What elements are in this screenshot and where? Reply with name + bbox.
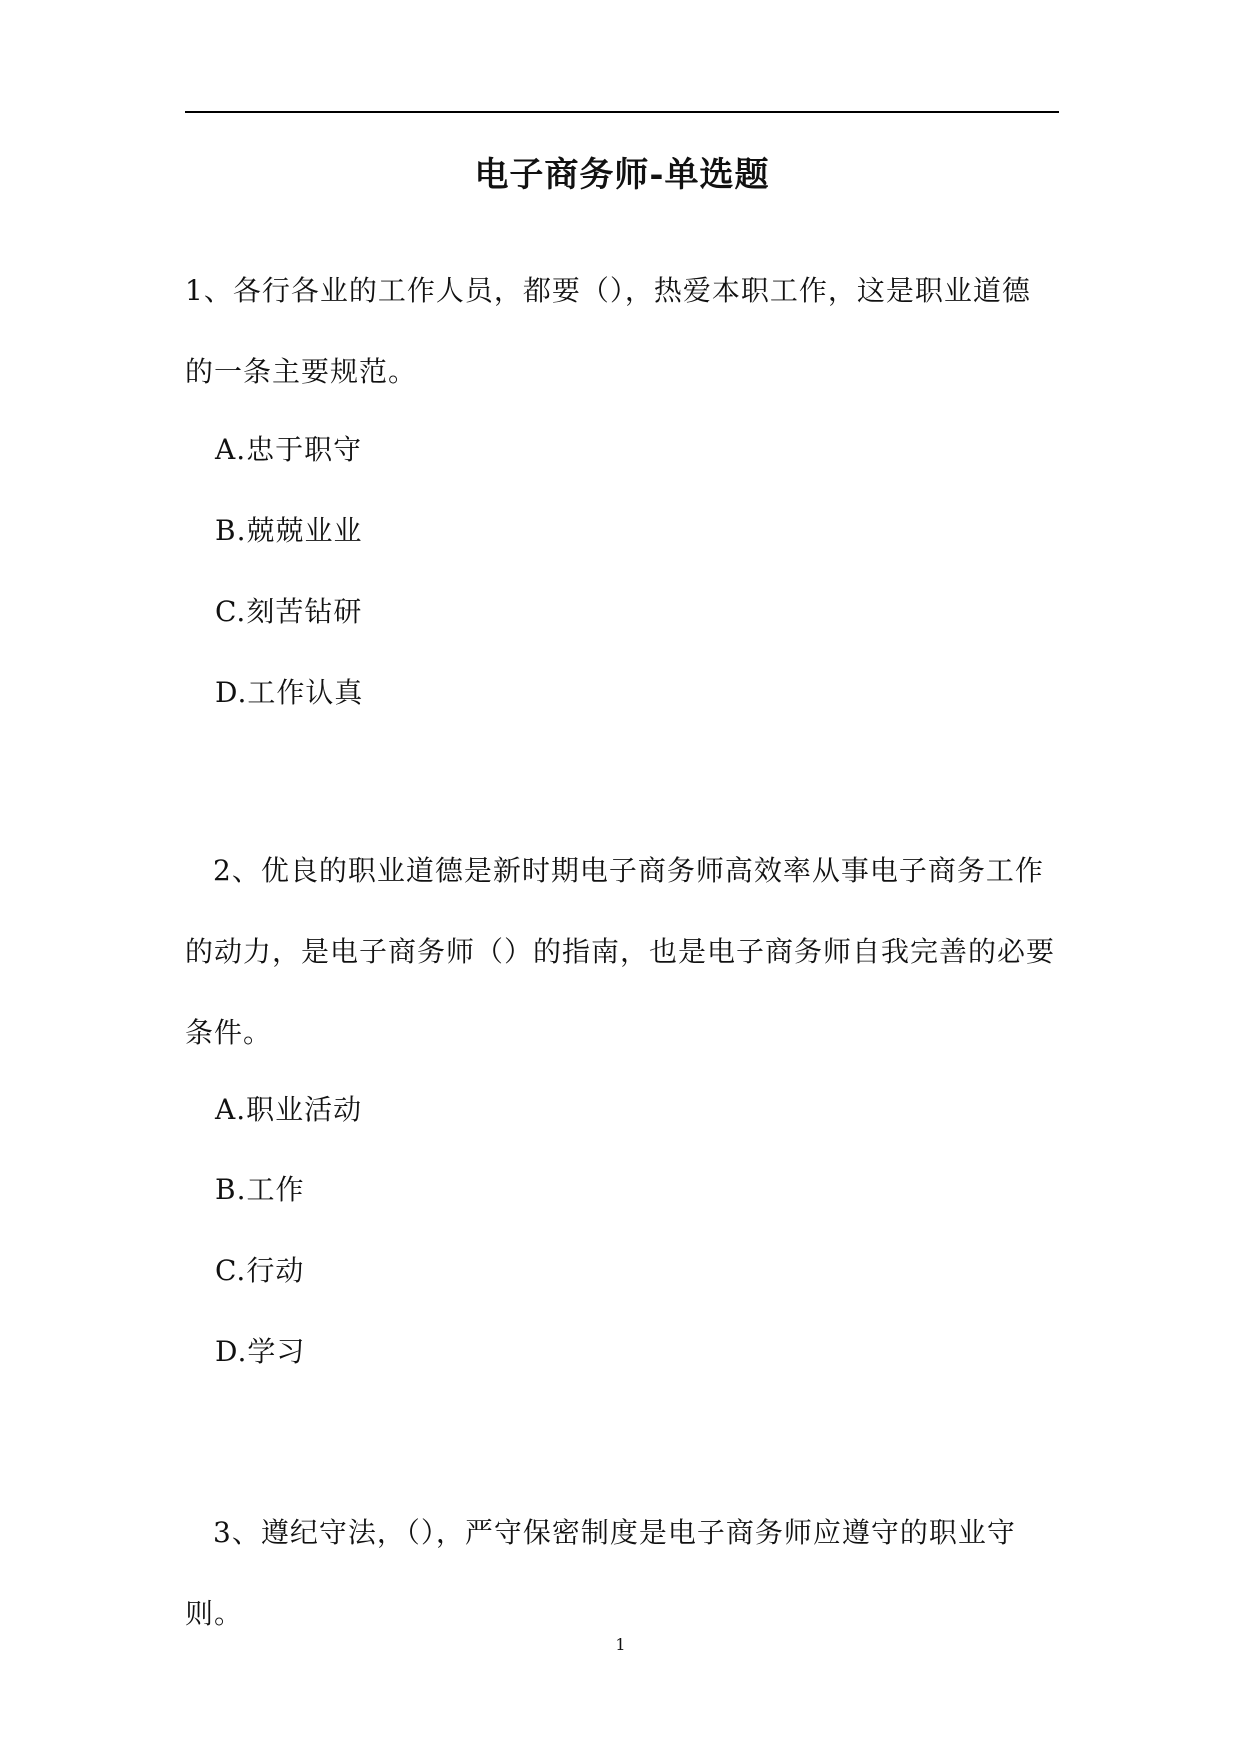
question-2-option-c: C.行动 [215, 1254, 305, 1287]
question-1-option-a: A.忠于职守 [215, 433, 363, 466]
question-3-stem: 3、遵纪守法，（），严守保密制度是电子商务师应遵守的职业守则。 [185, 1516, 1016, 1630]
page-number: 1 [615, 1635, 626, 1654]
header-rule [185, 111, 1059, 113]
question-2-option-b: B.工作 [215, 1173, 305, 1206]
question-1-option-b: B.兢兢业业 [215, 514, 363, 547]
question-1-option-d: D.工作认真 [215, 676, 364, 709]
question-2-option-d: D.学习 [215, 1335, 306, 1368]
question-1-stem: 1、各行各业的工作人员，都要（），热爱本职工作，这是职业道德的一条主要规范。 [185, 274, 1031, 388]
page-title: 电子商务师-单选题 [474, 155, 770, 195]
question-2-stem: 2、优良的职业道德是新时期电子商务师高效率从事电子商务工作的动力，是电子商务师（）的指南，也是电子商务师自我完善的必要条件。 [185, 854, 1056, 1049]
question-2-option-a: A.职业活动 [215, 1093, 363, 1126]
question-1-option-c: C.刻苦钻研 [215, 595, 363, 628]
